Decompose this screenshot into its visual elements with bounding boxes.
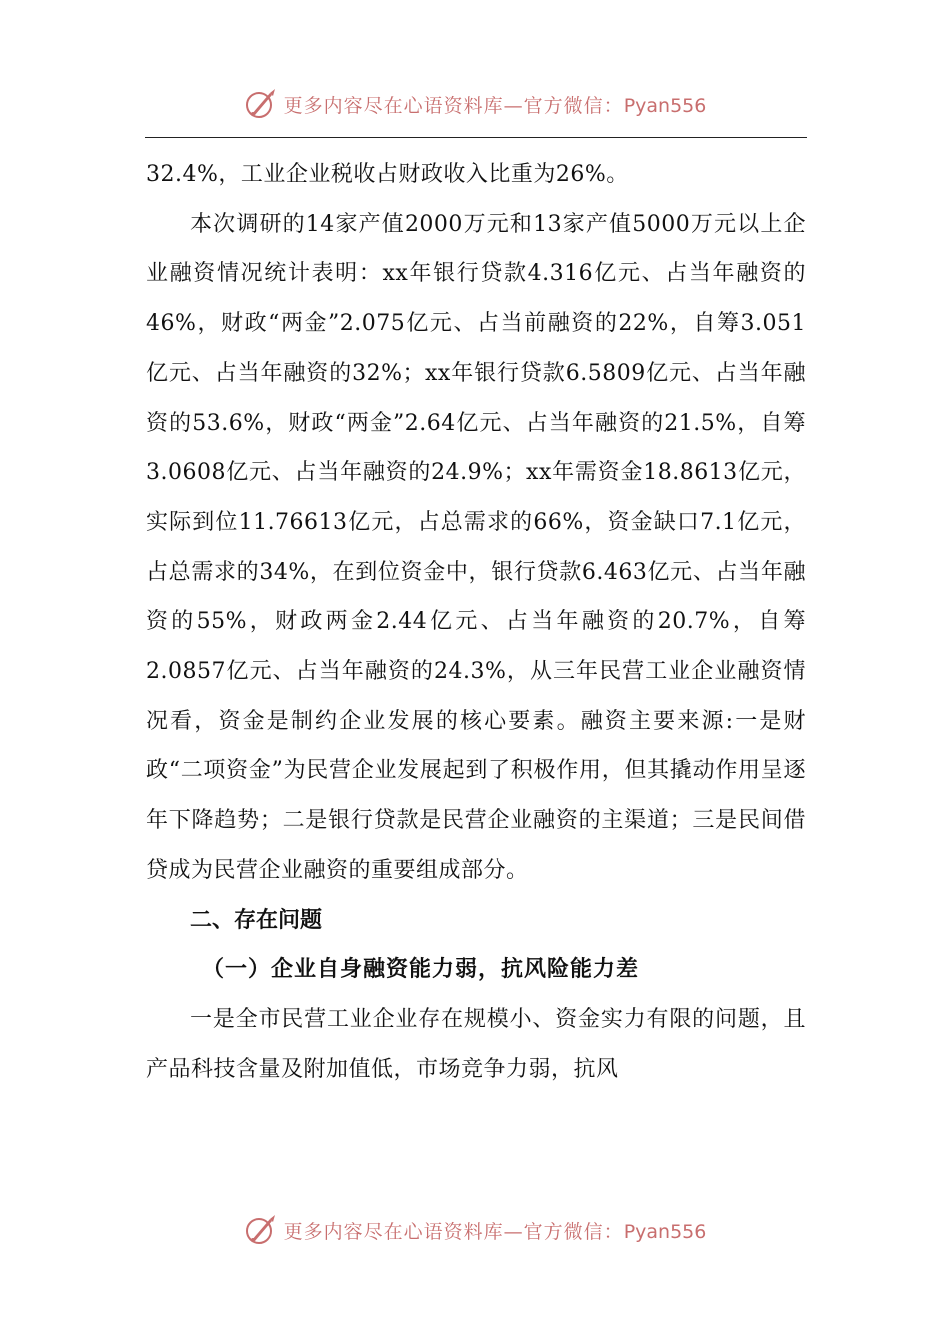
header-divider bbox=[145, 137, 807, 138]
watermark-header bbox=[0, 84, 950, 124]
section-heading: 二、存在问题 bbox=[190, 907, 323, 933]
quill-pen-logo-icon bbox=[244, 1213, 278, 1247]
watermark-text: 更多内容尽在心语资料库 bbox=[283, 1220, 504, 1243]
watermark-suffix: 官方微信： bbox=[523, 94, 624, 117]
quill-pen-logo-icon bbox=[244, 87, 278, 121]
watermark-dash: — bbox=[503, 1220, 524, 1243]
watermark-footer bbox=[0, 1210, 950, 1250]
watermark-text: 更多内容尽在心语资料库 bbox=[283, 94, 504, 117]
subsection-heading: （一）企业自身融资能力弱，抗风险能力差 bbox=[202, 956, 640, 983]
watermark-account: Pyan556 bbox=[623, 1220, 707, 1243]
watermark-suffix: 官方微信： bbox=[523, 1220, 624, 1243]
paragraph-financing-stats: 本次调研的14家产值2000万元和13家产值5000万元以上企业融资情况统计表明：xx年银行贷款4.316亿元、占当年融资的46%，财政“两金”2.075亿元、占当前融资的22%，自筹3.051亿元、占当年融资的32%；xx年银行贷款6.5809亿元、占当年融资的53.6%，财政“两金”2.64亿元、占当年融资的21.5%，自筹3.0608亿元、占当年融资的24.9%；xx年需资金18.8613亿元，实际到位11.76613亿元，占总需求的66%，资金缺口7.1亿元，占总需求的34%，在到位资金中，银行贷款6.463亿元、占当年融资的55%，财政两金2.44亿元、占当年融资的20.7%，自筹2.0857亿元、占当年融资的24.3%，从三年民营工业企业融资情况看，资金是制约企业发展的核心要素。融资主要来源:一是财政“二项资金”为民营企业发展起到了积极作用，但其撬动作用呈逐年下降趋势；二是银行贷款是民营企业融资的主渠道；三是民间借贷成为民营企业融资的重要组成部分。 bbox=[146, 211, 806, 883]
paragraph-continuation: 32.4%，工业企业税收占财政收入比重为26%。 bbox=[146, 162, 629, 187]
watermark-dash: — bbox=[503, 94, 524, 117]
watermark-account: Pyan556 bbox=[623, 94, 707, 117]
document-body bbox=[146, 150, 806, 1094]
paragraph-problems: 一是全市民营工业企业存在规模小、资金实力有限的问题，且产品科技含量及附加值低，市场竞争力弱，抗风 bbox=[146, 1006, 806, 1082]
